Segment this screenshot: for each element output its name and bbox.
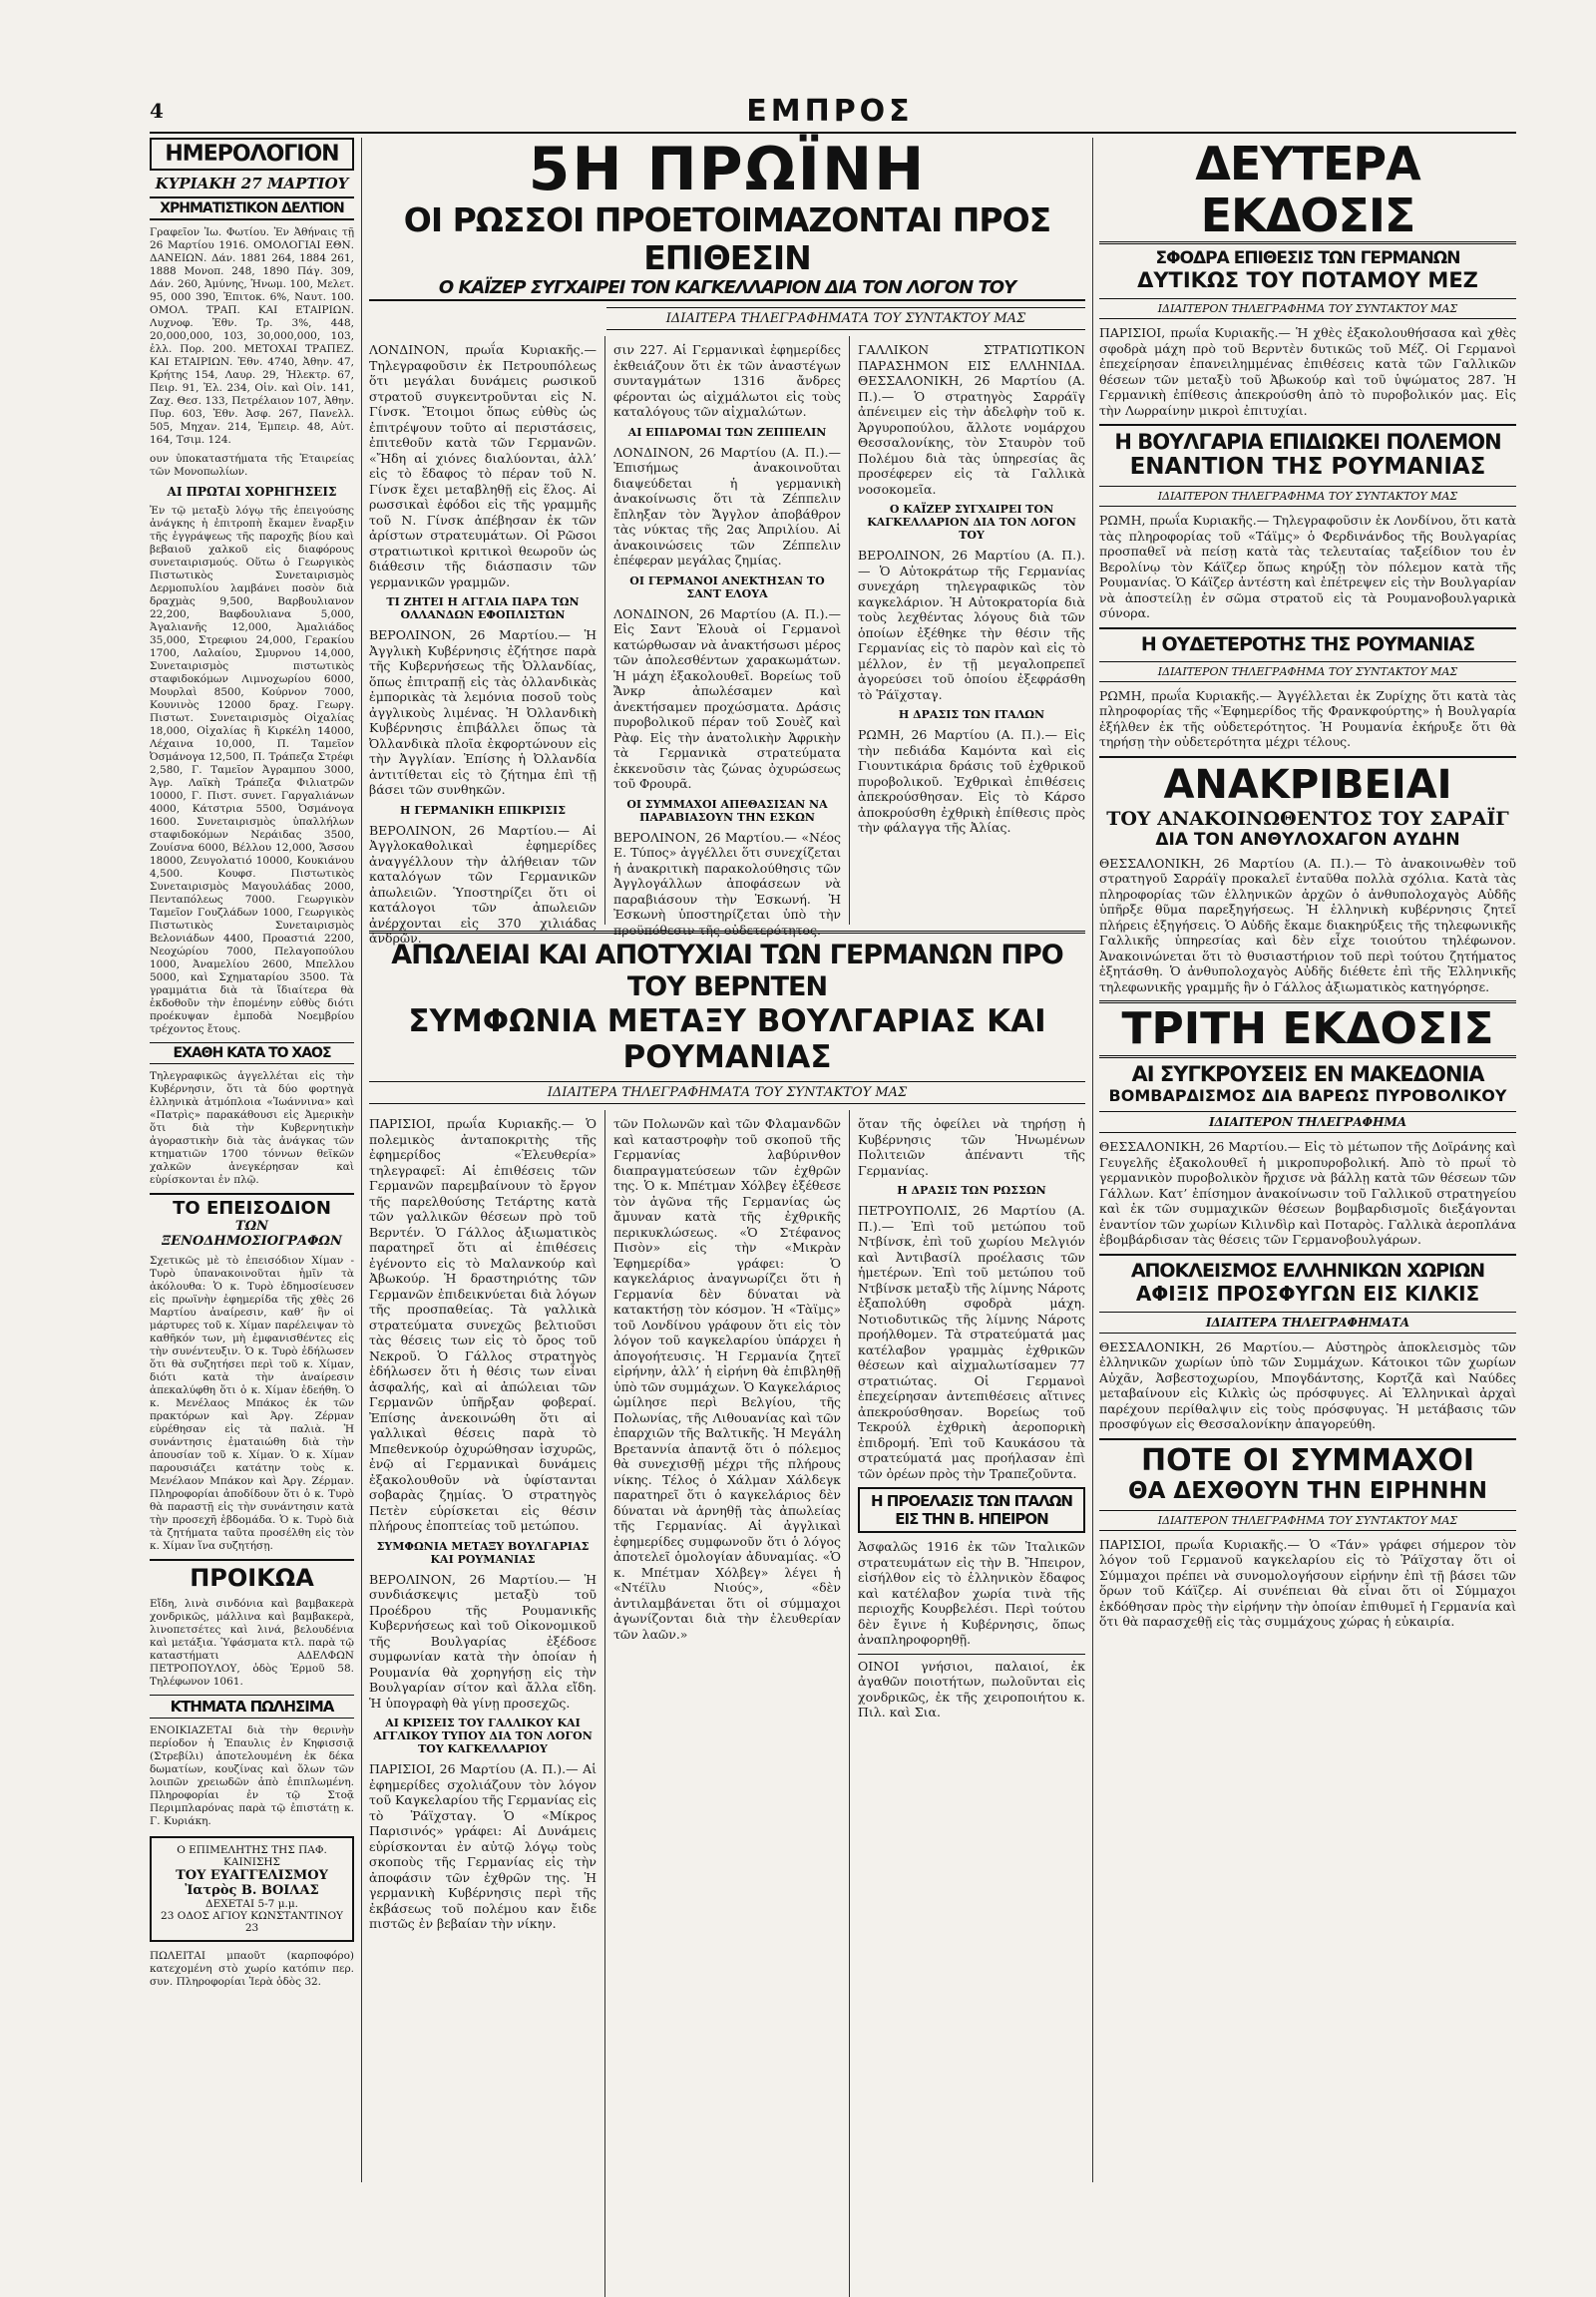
ad-line: 23 ΟΔΟΣ ΑΓΙΟΥ ΚΩΝΣΤΑΝΤΙΝΟΥ 23 <box>161 1910 343 1934</box>
left-column <box>150 138 354 2182</box>
article-text: ΠΕΤΡΟΥΠΟΛΙΣ, 26 Μαρτίου (Α. Π.).— Ἐπὶ τοῦ μετώπου τοῦ Ντβίνσκ, ἐπὶ τοῦ χωρίου Μελγιόν καὶ Ἀντιβασίλ προέλασις τῶν ἡμετέρων. Ἐπὶ τοῦ μετώπου τοῦ Ντβίνσκ μεταξὺ τῆς λίμνης Νάροτς ἐξαπολύθη σφοδρὰ μάχη. Νοτιοδυτικῶς τῆς λίμνης Νάροτς προήλθομεν. Τὰ στρατεύματά μας κατέλαβον γραμμὰς ἐχθρικῶν θέσεων καὶ αἰχμαλωτίσαμεν 77 στρατιώτας. Οἱ Γερμανοὶ ἐπεχείρησαν ἀντεπιθέσεις αἵτινες ἀπεκρούσθησαν. Βορείως τοῦ Τεκρούλ ἐχθρικὴ ἀεροπορικὴ ἐπιδρομή. Ἐπὶ τοῦ Καυκάσου τὰ στρατεύματά μας προήλασαν ἐπὶ τῶν ὀρέων πρὸς τὴν Τραπεζοῦντα. <box>858 1203 1085 1481</box>
section-headline: ΘΑ ΔΕΧΘΟΥΝ ΤΗΝ ΕΙΡΗΝΗΝ <box>1128 1477 1487 1504</box>
main-headline: ΟΙ ΡΩΣΣΟΙ ΠΡΟΕΤΟΙΜΑΖΟΝΤΑΙ ΠΡΟΣ ΕΠΙΘΕΣΙΝ <box>403 200 1051 277</box>
section-headline: ΕΝΑΝΤΙΟΝ ΤΗΣ ΡΟΥΜΑΝΙΑΣ <box>1129 454 1486 480</box>
article-text: ΡΩΜΗ, πρωΐα Κυριακῆς.— Ἀγγέλλεται ἐκ Ζυρίχης ὅτι κατὰ τὰς πληροφορίας τῆς «Ἐφημερίδος τῆς Φρανκφούρτης» ἡ Βουλγαρία ἐξήλθεν ἐκ τῆς οὐδετερότητος. Ἡ Ρουμανία ἐκήρυξε ὅτι θὰ τηρήσῃ τὴν οὐδετερότητα μέχρι τέλους. <box>1099 687 1516 749</box>
article-text: σιν 227. Αἱ Γερμανικαὶ ἐφημερίδες ἐκθειάζουν ὅτι ἐκ τῶν ἀναστέγων συνταγμάτων 1316 ἄνδρες φέρονται ὡς αἰχμάλωτοι εἰς τοὺς καταλόγους τῶν αἰχμαλώτων. <box>613 342 841 419</box>
right-column <box>1099 138 1516 2182</box>
telegram-strip: ΙΔΙΑΙΤΕΡΑ ΤΗΛΕΓΡΑΦΗΜΑΤΑ <box>1099 1312 1516 1334</box>
donations-text: Ἐν τῷ μεταξὺ λόγῳ τῆς ἐπειγούσης ἀνάγκης ἡ ἐπιτροπὴ ἔκαμεν ἔναρξιν τῆς ἐγγράψεως τῆς παροχῆς βίου καὶ βεβαιοῦ χαλκοῦ εἰς διαφόρους συνεταιρισμούς. Οὕτω ὁ Γεωργικὸς Πιστωτικὸς Συνεταιρισμὸς Δερμοπυλίου λαμβάνει ποσὸν διὰ δραχμὰς 9,500, Βαρβουλιανον 22,200, Βαφδουλιανα 5,000, Ἀγαλιανῆς 12,000, Ἀμαλιάδος 35,000, Στρεφιου 24,000, Γερακίου 1700, Λαλαίου, Σμυρνου 14,000, Συνεταιρισμὸς πιστωτικὸς σταφιδοκόμων Λιμνοχωρίου 6000, Μουρλαὶ 8500, Κούρνον 7000, Κουνινὸς 12000 δραχ. Γεωργ. Πιστωτ. Συνεταιρισμὸς Οἰχαλίας 18,000, Οἰχαλίας ἢ Κιρκέλη 14000, Λέχαινα 10,000, Π. Ταμεῖον Ὀσμάνογα 12,500, Π. Τράπεζα Στρέφι 2,580, Γ. Ταμεῖον Ἀγραμπου 3000, Ἀγρ. Λαϊκὴ Τράπεζα Φιλιατρῶν 10000, Γ. Πιστ. συνετ. Γαργαλιάνων 4000, Κάτστρια 5500, Ὀσμάνογα 1600. Συνεταιρισμὸς ὑπαλλήλων σταφιδοκόμων Νεράιδας 3500, Ζουίσνα 6000, Βέλλου 12,000, Ἄσσου 18000, Ζευγολατιό 10000, Κουκιάνου 4,500. Κουφσ. Πιστωτικὸς Συνεταιρισμὸς Μαγουλάδας 2000, Πενταπόλεως 7000. Γεωργικὸν Ταμεῖον Γουζλάδων 1000, Γεωργικὸς Πιστωτικὸς Συνεταιρισμὸς Βελονιάδων 4400, Προαστιά 2200, Νεοχώρίου 7000, Πελαγοπούλου 1000, Ἀναμελίου 2600, Μπελλου 5000, καὶ Σχηματαρίου 3500. Τὰ γραμμάτια διὰ τὰ ἴδιαίτερα θὰ ἐκδοθοῦν τὴν ἐπομένην εὐθὺς διότι προέκυψαν ἐμποδὰ Νοεμβρίου τρέχοντος ἔτους. <box>150 505 354 1035</box>
section-headline: ΠΟΤΕ ΟΙ ΣΥΜΜΑΧΟΙ <box>1099 1438 1516 1478</box>
article-subhead: ΣΥΜΦΩΝΙΑ ΜΕΤΑΞΥ ΒΟΥΛΓΑΡΙΑΣ ΚΑΙ ΡΟΥΜΑΝΙΑΣ <box>376 1539 590 1566</box>
article-text: ΒΕΡΟΛΙΝΟΝ, 26 Μαρτίου.— Ἡ Ἀγγλικὴ Κυβέρνησις ἐζήτησε παρὰ τῆς Κυβερνήσεως τῆς Ὀλλανδίας, ὅπως ἐπιτραπῇ εἰς τὰς ὀλλανδικὰς ἐμπορικὰς τὰ λεμόνια ποσοῦ τοὺς ἀγγλικοὺς λιμένας. Ἡ Ὀλλανδικὴ Κυβέρνησις ἐπιβάλλει ὅπως τὰ Ὀλλανδικὰ πλοῖα ἐκφορτώνουν εἰς τὴν Ἀγγλίαν. Ἐπίσης ἡ Ὀλλανδία ἀντιτίθεται εἰς τὸ ζήτημα ἐπὶ τῇ βάσει τῶν συνθηκῶν. <box>369 627 597 797</box>
article-text: ΡΩΜΗ, 26 Μαρτίου (Α. Π.).— Εἰς τὴν πεδιάδα Καμόντα καὶ εἰς Γιουντικάρια δράσις τοῦ ἐχθρικοῦ πυροβολικοῦ. Ἐχθρικαὶ ἐπιθέσεις ἀπεκρούσθησαν. Εἰς τὸ Κάρσο ἀποκρούσθη ἐχθρικὴ ἐπίθεσις πρὸς τὴν φάλαγγα τῆς Ἀλίας. <box>858 727 1085 835</box>
article-subhead: ΟΙ ΓΕΡΜΑΝΟΙ ΑΝΕΚΤΗΣΑΝ ΤΟ ΣΑΝΤ ΕΛΟΥΑ <box>629 574 825 600</box>
telegram-strip: ΙΔΙΑΙΤΕΡΑ ΤΗΛΕΓΡΑΦΗΜΑΤΑ ΤΟΥ ΣΥΝΤΑΚΤΟΥ ΜΑΣ <box>606 307 1085 330</box>
sale-text: ΠΩΛΕΙΤΑΙ μπαοῦτ (καρποφόρο) κατεχομένη στὸ χωρίο κατόπιν περ. συν. Πληροφορίαι Ἱερὰ ὁδὸς 32. <box>150 1950 354 1988</box>
section-headline: Η ΟΥΔΕΤΕΡΟΤΗΣ ΤΗΣ ΡΟΥΜΑΝΙΑΣ <box>1099 627 1516 655</box>
calendar-date: ΚΥΡΙΑΚΗ 27 ΜΑΡΤΙΟΥ <box>155 175 349 192</box>
center-subcolumn-2 <box>613 336 841 938</box>
article-text: Ἀσφαλῶς 1916 ἐκ τῶν Ἰταλικῶν στρατευμάτων εἰς τὴν Β. Ἤπειρον, εἰσήλθον εἰς τὸ ἑλληνικὸν ἔδαφος καὶ κατέλαβον χωρία τινὰ τῆς περιοχῆς Κουρβελέσι. Περὶ τούτου δὲν ἔγινε ἡ Κυβέρνησις, ὅπως ἀναπληροφορηθῇ. <box>858 1539 1085 1647</box>
third-edition-title: ΤΡΙΤΗ ΕΚΔΟΣΙΣ <box>1099 1000 1516 1058</box>
article-text: ΒΕΡΟΛΙΝΟΝ, 26 Μαρτίου (Α. Π.).— Ὁ Αὐτοκράτωρ τῆς Γερμανίας συνεχάρη τηλεγραφικῶς τὸν καγκελάριον. Ἡ Αὐτοκρατορία διὰ τοὺς λεχθέντας λόγους διὰ τῶν ὁποίων ἐξέθηκε τὴν θέσιν τῆς Γερμανίας εἰς τὸ παρὸν καὶ εἰς τὸ μέλλον, ἐν τῇ μεγαλοπρεπεῖ ἀγορεύσει τοῦ ὁποίου ἐξεφράσθη τὸ Ῥάϊχσταγ. <box>858 548 1085 702</box>
lost-title: ΕΧΑΘΗ ΚΑΤΑ ΤΟ ΧΑΟΣ <box>150 1042 354 1064</box>
article-text: ΒΕΡΟΛΙΝΟΝ, 26 Μαρτίου.— Ἡ συνδιάσκεψις μεταξὺ τοῦ Προέδρου τῆς Ρουμανικῆς Κυβερνήσεως καὶ τοῦ Οἰκονομικοῦ τῆς Βουλγαρίας ἐξέδοσε συμφωνίαν κατὰ τὴν ὁποίαν ἡ Ρουμανία θὰ χορηγήσῃ εἰς τὴν Βουλγαρίαν σίτον καὶ ἄλλα εἴδη. Ἡ ὑπογραφὴ θὰ γίνῃ προσεχῶς. <box>369 1571 597 1711</box>
article-subhead: Ο ΚΑΪΖΕΡ ΣΥΓΧΑΙΡΕΙ ΤΟΝ ΚΑΓΚΕΛΛΑΡΙΟΝ ΔΙΑ ΤΟΝ ΛΟΓΟΝ ΤΟΥ <box>867 503 1076 542</box>
donations-title: ΑΙ ΠΡΩΤΑΙ ΧΟΡΗΓΗΣΕΙΣ <box>167 485 337 499</box>
episode-title: ΤΟ ΕΠΕΙΣΟΔΙΟΝ <box>150 1193 354 1219</box>
monopoly-text: ουν ὑποκαταστήματα τῆς Ἑταιρείας τῶν Μονοπωλίων. <box>150 453 354 478</box>
section-headline: ΣΦΟΔΡΑ ΕΠΙΘΕΣΙΣ ΤΩΝ ΓΕΡΜΑΝΩΝ <box>1155 248 1460 268</box>
article-text: ΛΟΝΔΙΝΟΝ, 26 Μαρτίου (Α. Π.).— Εἰς Σαντ Ἐλουὰ οἱ Γερμανοὶ κατώρθωσαν νὰ ἀνακτήσωσι μέρος τῶν ἀπολεσθέντων χαρακωμάτων. Ἡ μάχη ἐξακολουθεῖ. Βορείως τοῦ Ἄνκρ ἀπωλέσαμεν καὶ ἀνεκτήσαμεν προχώσματα. Δράσις πυροβολικοῦ πέραν τοῦ Σουὲζ καὶ Ρὰφ. Εἰς τὴν ἀνατολικὴν Ἀφρικὴν τὰ Γερμανικὰ στρατεύματα ἐκκενοῦσιν τὰς ζώνας ὀχυρώσεως τοῦ Φρουρᾶ. <box>613 605 841 791</box>
article-text: ΠΑΡΙΣΙΟΙ, πρωΐα Κυριακῆς.— Ὁ πολεμικὸς ἀνταποκριτὴς τῆς ἐφημερίδος «Ἐλευθερία» τηλεγραφεῖ: Αἱ ἐπιθέσεις τῶν Γερμανῶν παρεμβαίνουν τὸ ἔργον τῆς παρελθούσης Τετάρτης κατὰ τῶν γαλλικῶν θέσεων πρὸ τοῦ Βερντέν. Ὁ Γάλλος ἀξιωματικὸς παρατηρεῖ ὅτι αἱ ἐπιθέσεις ἐγένοντο εἰς τὸ Μαλανκούρ καὶ Ἀβωκούρ. Ἡ δραστηριότης τῶν Γερμανῶν ἐπιδεικνύεται διὰ λόγων τῆς προσπαθείας. Τὰ γαλλικὰ στρατεύματα συνεχῶς βελτιοῦσι τὰς θέσεις των εἰς τὸ ὄρος τοῦ Νεκροῦ. Ὁ Γάλλος στρατηγὸς ἐδήλωσεν ὅτι ἡ θέσις των εἶναι ἀσφαλής, καὶ αἱ ἀπώλειαι τῶν Γερμανῶν ὑπῆρξαν φοβεραί. Ἐπίσης ἀνεκοινώθη ὅτι αἱ γαλλικαὶ θέσεις παρὰ τὸ Μπεθενκούρ ὀχυρώθησαν ἰσχυρῶς, ἐνῷ αἱ Γερμανικαὶ δυνάμεις ἐξακολουθοῦν νὰ ὑφίστανται σοβαρὰς ζημίας. Ὁ στρατηγὸς Πετὲν εὑρίσκεται εἰς θέσιν πλήρους ἐποπτείας τοῦ μετώπου. <box>369 1116 597 1533</box>
edition-headline: 5Η ΠΡΩΪΝΗ <box>528 135 927 204</box>
episode-subtitle: ΤΩΝ ΞΕΝΟΔΗΜΟΣΙΟΓΡΑΦΩΝ <box>162 1219 342 1249</box>
article-text: ΘΕΣΣΑΛΟΝΙΚΗ, 26 Μαρτίου.— Αὐστηρὸς ἀποκλεισμὸς τῶν ἐλληνικῶν χωρίων ὑπὸ τῶν Συμμάχων. Κάτοικοι τῶν χωρίων Αὐχᾶν, Ἀσβεστοχωρίου, Μπογδάντσης, Κορτζᾶ καὶ Ναύδες μεταβαίνουν εἰς Κιλκὶς ὡς πρόσφυγες. Αἱ Ἑλληνικαὶ ἀρχαὶ παρέχουν περίθαλψιν εἰς τοὺς πρόσφυγας. Ἡ μετάβασις τῶν προσφύγων εἰς Θεσσαλονίκην ἀπαγορεύθη. <box>1099 1339 1516 1431</box>
article-subhead: Η ΔΡΑΣΙΣ ΤΩΝ ΡΩΣΣΩΝ <box>897 1184 1046 1197</box>
second-edition-title: ΔΕΥΤΕΡΑ ΕΚΔΟΣΙΣ <box>1099 138 1516 244</box>
article-text: ΡΩΜΗ, πρωΐα Κυριακῆς.— Τηλεγραφοῦσιν ἐκ Λονδίνου, ὅτι κατὰ τὰς πληροφορίας τοῦ «Τάϊμς» ὁ Φερδινάνδος τῆς Βουλγαρίας προσπαθεῖ νὰ πείσῃ κατὰ τὰς τελευταίας ταξείδιον του ἐν Βερολίνῳ τὸν Κάϊζερ ὅπως κηρύξῃ τὸν πόλεμον κατὰ τῆς Ρουμανίας. Ὁ Κάϊζερ ἀντέστη καὶ ἐπέτρεψεν εἰς τὴν Βουλγαρίαν νὰ ἀποστείλῃ ἐν σῶμα στρατοῦ εἰς τὰ Ρουμανοβουλγαρικὰ σύνορα. <box>1099 513 1516 620</box>
telegram-strip: ΙΔΙΑΙΤΕΡΟΝ ΤΗΛΕΓΡΑΦΗΜΑ ΤΟΥ ΣΥΝΤΑΚΤΟΥ ΜΑΣ <box>1099 486 1516 507</box>
telegram-strip: ΙΔΙΑΙΤΕΡΟΝ ΤΗΛΕΓΡΑΦΗΜΑ ΤΟΥ ΣΥΝΤΑΚΤΟΥ ΜΑΣ <box>1099 298 1516 319</box>
article-text: ΛΟΝΔΙΝΟΝ, πρωΐα Κυριακῆς.— Τηλεγραφοῦσιν ἐκ Πετρουπόλεως ὅτι μεγάλαι δυνάμεις ρωσικοῦ στρατοῦ συγκεντροῦνται εἰς Ν. Γίνσκ. Ἔτοιμοι ὅπως εὐθὺς ὡς ἐπιτρέψουν τοῦτο αἱ περιστάσεις, ἐπιτεθοῦν κατὰ τῶν Γερμανῶν. «Ἤδη αἱ χιόνες διαλύονται, ἀλλ’ εἰς τὸ ἔδαφος τὸ πέραν τοῦ Ν. Γίνσκ ἔχει μεταβληθῇ εἰς ἕλος. Αἱ ρωσσικαὶ ἐφόδοι εἰς τῆς γραμμῆς τοῦ Ν. Γίνσκ ἀπέβησαν ἐκ τῶν ἀρίστων στρατευμάτων. Οἱ Ρῶσοι στρατιωτικοὶ κριτικοὶ θεωροῦν ὡς διάθεσιν τῆς διάσπασιν τῶν γερμανικῶν γραμμῶν. <box>369 342 597 589</box>
article-text: ΘΕΣΣΑΛΟΝΙΚΗ, 26 Μαρτίου.— Εἰς τὸ μέτωπον τῆς Δοϊράνης καὶ Γευγελῆς ἐξακολουθεῖ ἡ μικροπυροβολική. Ἀπὸ τὸ πρωΐ τὸ γερμανικὸν πυροβολικὸν ἤρχισε νὰ βάλλῃ κατὰ τῶν θέσεων τῶν Γάλλων. Κατ’ ἐπίσημον ἀνακοίνωσιν τοῦ Γαλλικοῦ στρατηγείου καὶ ἐκ τῶν συμμαχικῶν θέσεων βομβαρδισμοῖς διεξάγονται ἐναντίον τῶν χωρίων Κιλινδὶρ καὶ Ποταρὸς. Γαλλικὰ ἀεροπλάνα ἐβομβάρδισαν τὰς θέσεις τῶν Γερμανοβουλγάρων. <box>1099 1139 1516 1247</box>
article-text: ΒΕΡΟΛΙΝΟΝ, 26 Μαρτίου.— «Νέος Ε. Τύπος» ἀγγέλλει ὅτι συνεχίζεται ἡ ἀνακριτικὴ παρακολούθησις τῶν Ἀγγλογάλλων ἀποφάσεων νὰ παραβιάσουν τὴν Ἑσκωνή. Ἡ Ἐσκωνὴ ὑποστηρίζεται ὑπὸ τὴν προϋπόθεσιν τῆς οὐδετερότητος. <box>613 829 841 938</box>
article-subhead: ΤΙ ΖΗΤΕΙ Η ΑΓΓΛΙΑ ΠΑΡΑ ΤΩΝ ΟΛΛΑΝΔΩΝ ΕΦΟΠΛΙΣΤΩΝ <box>386 595 580 621</box>
article-text: ΒΕΡΟΛΙΝΟΝ, 26 Μαρτίου.— Αἱ Ἀγγλοκαθολικαὶ ἐφημερίδες ἀναγγέλλουν τὴν ἀλήθειαν τῶν καταλόγων τῶν Γερμανικῶν ἀπωλειῶν. Ὑποστηρίζει ὅτι οἱ κατάλογοι τῶν ἀπωλειῶν ἀνέρχονται εἰς 370 χιλιάδας ἀνδρῶν. <box>369 822 597 946</box>
article-subhead: ΑΙ ΕΠΙΔΡΟΜΑΙ ΤΩΝ ΖΕΠΠΕΛΙΝ <box>627 425 827 439</box>
dowry-title: ΠΡΟΙΚΩΑ <box>150 1559 354 1592</box>
wine-ad-text: ΟΙΝΟΙ γνήσιοι, παλαιοί, ἐκ ἀγαθῶν ποιοτήτων, πωλοῦνται εἰς χονδρικῶς, ἐκ τῆς χειροποιήτου κ. Πιλ. καὶ Σια. <box>858 1654 1085 1721</box>
dowry-text: Εἴδη, λινὰ σινδόνια καὶ βαμβακερὰ χονδρικῶς, μάλλινα καὶ βαμβακερὰ, λινοπετσέτες καὶ λινά, βελουδένια καὶ μετάξια. Ὑφάσματα κτλ. παρὰ τῷ καταστήματι ΑΔΕΛΦΩΝ ΠΕΤΡΟΠΟΥΛΟΥ, ὁδὸς Ἑρμοῦ 58. Τηλέφωνον 1061. <box>150 1598 354 1688</box>
center-column <box>369 135 1085 2182</box>
article-subhead: ΟΙ ΣΥΜΜΑΧΟΙ ΑΠΕΘΑΣΙΣΑΝ ΝΑ ΠΑΡΑΒΙΑΣΟΥΝ ΤΗΝ ΕΣΚΩΝ <box>626 797 828 824</box>
article-text: ΠΑΡΙΣΙΟΙ, πρωΐα Κυριακῆς.— Ὁ «Τάν» γράφει σήμερον τὸν λόγον τοῦ Γερμανοῦ καγκελαρίου εἰς τὸ Ῥάϊχσταγ ὅτι οἱ Σύμμαχοι πρέπει νὰ συνομολογήσουν εἰρήνην ἐπὶ τῇ βάσει τῶν ὅρων τοῦ Κάϊζερ. Αἱ συνέπειαι θὰ εἶναι ὅτι οἱ Σύμμαχοι ἐκδόθησαν πρὸς τὴν εἰρήνην τὴν ὁποίαν ἐπιθυμεῖ ἡ Γερμανία καὶ ὅτι θὰ παρασχεθῇ εἰς τὰς συμμάχους χώρας ἡ εὐκαιρία. <box>1099 1536 1516 1629</box>
center-subcolumn-6 <box>858 1110 1085 2297</box>
article-text: ΘΕΣΣΑΛΟΝΙΚΗ, 26 Μαρτίου (Α. Π.).— Τὸ ἀνακοινωθὲν τοῦ στρατηγοῦ Σαρράϊγ προκαλεῖ ἐνταῦθα πολλὰ σχόλια. Κατὰ τὰς πληροφορίας τῶν ἑλληνικῶν ἀρχῶν ὁ ἀνθυπολοχαγὸς Αὐδῆς ὑπῆρξε θῦμα παρεξηγήσεως. Ἡ ἑλληνικὴ κυβέρνησις ζητεῖ πλήρεις ἐξηγήσεις. Ὁ Αὐδῆς ἔκαμε διακηρύξεις τῆς τηλεφωνικῆς Γαλλικῆς ὑπηρεσίας καὶ δὲν εἶχε τοιούτου τηλέφωνον. Ἀνακοινώνεται ὅτι τὸ θυσιαστήριον τοῦ περὶ τούτου ζητήματος ἐξητάσθη. Ὁ ἀνθυπολοχαγὸς Αὐδῆς διέθετε ἐπὶ τῆς Ἑλληνικῆς τηλεφωνικῆς γραμμῆς ἣν ὁ Γάλλος ἀξιωματικὸς κατηγόρησε. <box>1099 855 1516 994</box>
section-headline: ΔΙΑ ΤΟΝ ΑΝΘΥΛΟΧΑΓΟΝ ΑΥΔΗΝ <box>1155 829 1460 850</box>
section-headline: Η ΒΟΥΛΓΑΡΙΑ ΕΠΙΔΙΩΚΕΙ ΠΟΛΕΜΟΝ <box>1099 424 1516 454</box>
telegram-strip: ΙΔΙΑΙΤΕΡΟΝ ΤΗΛΕΓΡΑΦΗΜΑ ΤΟΥ ΣΥΝΤΑΚΤΟΥ ΜΑΣ <box>1099 661 1516 682</box>
ad-line: ΤΟΥ ΕΥΑΓΓΕΛΙΣΜΟΥ <box>176 1868 328 1883</box>
section-headline: ΑΝΑΚΡΙΒΕΙΑΙ <box>1099 756 1516 808</box>
center-subcolumn-1 <box>369 336 597 946</box>
masthead <box>150 93 1516 129</box>
doctor-ad <box>150 1836 354 1942</box>
article-subhead: Η ΓΕΡΜΑΝΙΚΗ ΕΠΙΚΡΙΣΙΣ <box>400 803 566 817</box>
section-headline: ΑΙ ΣΥΓΚΡΟΥΣΕΙΣ ΕΝ ΜΑΚΕΔΟΝΙΑ <box>1131 1062 1484 1086</box>
article-subhead: Η ΠΡΟΕΛΑΣΙΣ ΤΩΝ ΙΤΑΛΩΝ ΕΙΣ ΤΗΝ Β. ΗΠΕΙΡΟΝ <box>858 1487 1085 1533</box>
center-subcolumn-5 <box>613 1110 841 2297</box>
telegram-strip: ΙΔΙΑΙΤΕΡΑ ΤΗΛΕΓΡΑΦΗΜΑΤΑ ΤΟΥ ΣΥΝΤΑΚΤΟΥ ΜΑΣ <box>369 1081 1085 1104</box>
masthead-rule <box>150 132 1516 134</box>
page-number: 4 <box>150 99 164 123</box>
article-text: ΛΟΝΔΙΝΟΝ, 26 Μαρτίου (Α. Π.).— Ἐπισήμως ἀνακοινοῦται διαψεύδεται ἡ γερμανικὴ ἀνακοίνωσις ὅτι τὰ Ζέππελιν ἔπληξαν τὸν Ἄγγλον ἀποβάθρον τὰς νύκτας τῆς 2ας Ἀπριλίου. Αἱ ἀνακοινώσεις τῶν Ζέππελιν ἐπέφεραν μεγάλας ζημίας. <box>613 444 841 568</box>
secondary-headline: Ο ΚΑΪΖΕΡ ΣΥΓΧΑΙΡΕΙ ΤΟΝ ΚΑΓΚΕΛΛΑΡΙΟΝ ΔΙΑ ΤΟΝ ΛΟΓΟΝ ΤΟΥ <box>369 277 1085 301</box>
section-headline: ΤΟΥ ΑΝΑΚΟΙΝΩΘΕΝΤΟΣ ΤΟΥ ΣΑΡΑΪΓ <box>1106 807 1509 830</box>
article-text: ὅταν τῆς ὀφείλει νὰ τηρήσῃ ἡ Κυβέρνησις τῶν Ἡνωμένων Πολιτειῶν ἀπέναντι τῆς Γερμανίας. <box>858 1116 1085 1178</box>
estate-title: ΚΤΗΜΑΤΑ ΠΩΛΗΣΙΜΑ <box>150 1695 354 1719</box>
lost-text: Τηλεγραφικῶς ἀγγελλέται εἰς τὴν Κυβέρνησιν, ὅτι τὰ δύο φορτηγὰ ἑλληνικὰ ἀτμόπλοια «Ἰωάννινα» καὶ «Πατρὶς» παρακάθουσι εἰς Ἀμερικὴν ὅτι διὰ τὴν Κυβερνητικὴν ἀγοραστικὴν διὰ τὰς ἀνάγκας τῶν κτηματιῶν 1700 τόννων θεϊκῶν χαλκῶν ἀνεγκέρησαν καὶ εὑρίσκονται ἐν πλῷ. <box>150 1070 354 1186</box>
section-headline: ΒΟΜΒΑΡΔΙΣΜΟΣ ΔΙΑ ΒΑΡΕΩΣ ΠΥΡΟΒΟΛΙΚΟΥ <box>1108 1086 1507 1105</box>
section-headline: ΔΥΤΙΚΩΣ ΤΟΥ ΠΟΤΑΜΟΥ ΜΕΖ <box>1137 268 1478 292</box>
banner-headline: ΑΠΩΛΕΙΑΙ ΚΑΙ ΑΠΟΤΥΧΙΑΙ ΤΩΝ ΓΕΡΜΑΝΩΝ ΠΡΟ ΤΟΥ ΒΕΡΝΤΕΝ <box>391 940 1063 1002</box>
center-subcolumn-4 <box>369 1110 597 2297</box>
article-subhead: Η ΔΡΑΣΙΣ ΤΩΝ ΙΤΑΛΩΝ <box>898 708 1045 721</box>
market-title: ΧΡΗΜΑΤΙΣΤΙΚΟΝ ΔΕΛΤΙΟΝ <box>150 196 354 220</box>
article-text: ΠΑΡΙΣΙΟΙ, 26 Μαρτίου (Α. Π.).— Αἱ ἐφημερίδες σχολιάζουν τὸν λόγον τοῦ Καγκελαρίου τῆς Γερμανίας εἰς τὸ Ῥάϊχσταγ. Ὁ «Μίκρος Παρισινός» γράφει: Αἱ Δυνάμεις εὑρίσκονται ἐν αὐτῷ λόγῳ τοὺς σκοποὺς τῆς Γερμανίας εἰς τὴν ἀποφάσιν τῶν ἐχθρῶν της. Ἡ γερμανικὴ Κυβέρνησις περὶ τῆς ἐκβάσεως τοῦ πολέμου καν ἔιδε πιστῶς ἐν βεβαίαν τὴν νίκην. <box>369 1761 597 1931</box>
ad-line: Ἰατρὸς Β. ΒΟΙΛΑΣ <box>185 1883 319 1898</box>
paper-name: ΕΜΠΡΟΣ <box>746 93 914 129</box>
section-headline: ΑΦΙΞΙΣ ΠΡΟΣΦΥΓΩΝ ΕΙΣ ΚΙΛΚΙΣ <box>1135 1281 1480 1306</box>
telegram-strip: ΙΔΙΑΙΤΕΡΟΝ ΤΗΛΕΓΡΑΦΗΜΑ ΤΟΥ ΣΥΝΤΑΚΤΟΥ ΜΑΣ <box>1099 1510 1516 1531</box>
calendar-title: ΗΜΕΡΟΛΟΓΙΟΝ <box>150 138 354 171</box>
estate-text: ΕΝΟΙΚΙΑΖΕΤΑΙ διὰ τὴν θερινὴν περίοδον ἡ Ἐπαυλις ἐν Κηφισσιᾷ (Στρεβίλι) ἀποτελουμένη ἐκ δέκα δωματίων, κουζίνας καὶ ὅλων τῶν λοιπῶν χρειωδῶν ἀπὸ ἐπιπλωμένη. Πληροφορίαι ἐν τῷ Στοᾷ Περιμπλαρόνας παρὰ τῷ ἐπιστάτῃ κ. Γ. Κυριάκη. <box>150 1724 354 1827</box>
banner-headline: ΣΥΜΦΩΝΙΑ ΜΕΤΑΞΥ ΒΟΥΛΓΑΡΙΑΣ ΚΑΙ ΡΟΥΜΑΝΙΑΣ <box>408 1003 1046 1075</box>
article-subhead: ΑΙ ΚΡΙΣΕΙΣ ΤΟΥ ΓΑΛΛΙΚΟΥ ΚΑΙ ΑΓΓΛΙΚΟΥ ΤΥΠΟΥ ΔΙΑ ΤΟΝ ΛΟΓΟΝ ΤΟΥ ΚΑΓΚΕΛΛΑΡΙΟΥ <box>373 1717 593 1755</box>
episode-text: Σχετικῶς μὲ τὸ ἐπεισόδιον Χίμαν - Τυρὸ ὑπανακοινοῦται ἡμῖν τὰ ἀκόλουθα: Ὁ κ. Τυρὸ ἐδημοσίευσεν εἰς πρωϊνὴν ἐφημερίδα τῆς χθὲς 26 Μαρτίου ἀναίρεσιν, καθ’ ἣν οἱ μάρτυρες τοῦ κ. Χίμαν παρέλειψαν τὸ καθῆκόν των, μὴ ἐμφανισθέντες εἰς τὴν συνέντευξιν. Ὁ κ. Τυρὸ ἐδήλωσεν ὅτι θὰ συζητήσει περὶ τοῦ κ. Χίμαν, διότι κατὰ τὴν ἀναίρεσιν ἀπεκαλύφθη ὅτι ὁ κ. Χίμαν ἐδεήθη. Ὁ κ. Μενέλαος Μπάκος ἐκ τῶν πρακτόρων καὶ Ἀργ. Ζέρμαν εὑρέθησαν εἰς τὰ παλιὰ. Ἡ συνάντησις ἐματαιώθη διὰ τὴν ἀπουσίαν τοῦ κ. Χίμαν. Ὁ κ. Χίμαν παρουσιάζει κατάτην τοὺς κ. Μενέλαον Μπάκον καὶ Ἀργ. Ζέρμαν. Πληροφορίαι ἀποδίδουν ὅτι ὁ κ. Τυρὸ θὰ παραστῇ εἰς τὴν συνάντησιν κατὰ τὴν προσεχῆ ἑβδομάδα. Ὁ κ. Τυρὸ διὰ τὰ ζητήματα ταῦτα προσέλθη εἰς τὸν κ. Χίμαν ἵνα συζητήσῃ. <box>150 1255 354 1552</box>
ad-line: Ο ΕΠΙΜΕΛΗΤΗΣ ΤΗΣ ΠΑΦ. ΚΑΙΝΙΣΗΣ <box>177 1844 327 1868</box>
article-text: ΓΑΛΛΙΚΟΝ ΣΤΡΑΤΙΩΤΙΚΟΝ ΠΑΡΑΣΗΜΟΝ ΕΙΣ ΕΛΛΗΝΙΔΑ. ΘΕΣΣΑΛΟΝΙΚΗ, 26 Μαρτίου (Α. Π.).— Ὁ στρατηγὸς Σαρράϊγ ἀπένειμεν εἰς τὴν ἀδελφὴν τοῦ κ. Ἀργυροπούλου, ἄλλοτε νομάρχου Θεσσαλονίκης, τὸν Σταυρὸν τοῦ Πολέμου διὰ τὰς ὑπηρεσίας ἃς προσέφερεν εἰς τὰ Γαλλικὰ νοσοκομεῖα. <box>858 342 1085 497</box>
article-text: τῶν Πολωνῶν καὶ τῶν Φλαμανδῶν καὶ καταστροφὴν τοῦ σκοποῦ τῆς Γερμανίας λαβύρινθον διαπραγματεύσεων τῶν ἐχθρῶν της. Ὁ κ. Μπέτμαν Χόλβεγ ἐξέθεσε τὸν ἀγῶνα τῆς Γερμανίας ὡς ἄμυναν κατὰ τῆς ἐχθρικῆς περικυκλώσεως. «Ὁ Στέφανος Πισὸν» εἰς τὴν «Μικρὰν Ἐφημερίδα» γράφει: Ὁ καγκελάριος ἀναγνωρίζει ὅτι ἡ Γερμανία δὲν δύναται νὰ κατακτήσῃ τὸν κόσμον. Ἡ «Τὰϊμς» τοῦ Λονδίνου γράφουν ὅτι εἰς τὸν λόγον τοῦ καγκελαρίου ὑπάρχει ἡ ἀπογοήτευσις. Ἡ Γερμανία ζητεῖ εἰρήνην, ἀλλ’ ἡ εἰρήνη θὰ ἐπιβληθῇ ὑπὸ τῶν συμμάχων. Ὁ Καγκελάριος ὡμίλησε περὶ Βελγίου, τῆς Πολωνίας, τῆς Λιθουανίας καὶ τῶν ἐπαρχιῶν τῆς Βαλτικῆς. Ἡ Μεγάλη Βρεταννία ἀπαντᾷ ὅτι ὁ πόλεμος θὰ συνεχισθῇ μέχρι τῆς πλήρους νίκης. Τέλος ὁ Χάλμαν Χάλδεγκ παρατηρεῖ ὅτι ὁ καγκελάριος δὲν δύναται νὰ ἀρνηθῇ τὰς ἀπωλείας τῆς Γερμανίας. Αἱ ἀγγλικαὶ ἐφημερίδες συμφωνοῦν ὅτι ὁ λόγος ἀποτελεῖ ὁμολογίαν ἀδυναμίας. «Ὁ κ. Μπέτμαν Χόλβεγ» λέγει ἡ «Ντέϊλυ Νιούς», «δὲν ἀντιλαμβάνεται ὅτι οἱ σύμμαχοι ἀγωνίζονται διὰ τὴν ἐλευθερίαν τῶν λαῶν.» <box>613 1116 841 1642</box>
column-divider <box>361 138 362 2182</box>
center-subcolumn-3 <box>858 336 1085 925</box>
column-divider <box>1092 138 1093 2182</box>
ad-line: ΔΕΧΕΤΑΙ 5-7 μ.μ. <box>204 1898 299 1910</box>
section-headline: ΑΠΟΚΛΕΙΣΜΟΣ ΕΛΛΗΝΙΚΩΝ ΧΩΡΙΩΝ <box>1099 1254 1516 1282</box>
article-text: ΠΑΡΙΣΙΟΙ, πρωΐα Κυριακῆς.— Ἡ χθὲς ἐξακολουθήσασα καὶ χθὲς σφοδρὰ μάχη πρὸ τοῦ Βερντὲν δυτικῶς τοῦ Μέζ. Οἱ Γερμανοὶ ἐπεχείρησαν ἐπανειλημμένας ἐπιθέσεις κατὰ τῶν Γαλλικῶν θέσεων τῶν μεταξὺ τοῦ Ἀβωκούρ καὶ τοῦ ὑψώματος 287. Ἡ Γερμανικὴ ἐπίθεσις ἀπεκρούσθη ἀπὸ τὸ πυροβολικόν μας. Εἰς τὴν Λωρραίνην μικροὶ ἐπιτυχίαι. <box>1099 325 1516 418</box>
telegram-strip: ΙΔΙΑΙΤΕΡΟΝ ΤΗΛΕΓΡΑΦΗΜΑ <box>1099 1111 1516 1133</box>
market-text: Γραφεῖον Ἰω. Φωτίου. Ἐν Ἀθήναις τῇ 26 Μαρτίου 1916. ΟΜΟΛΟΓΙΑΙ ΕΘΝ. ΔΑΝΕΙΩΝ. Δάν. 1881 264, 1884 261, 1888 Μονοπ. 248, 1890 Πάγ. 309, Δάν. 260, Ἀμύνης, Ἠνωμ. 100, Μελετ. 95, 000 390, Ἐπιτοκ. 6%, Ναυτ. 100. ΟΜΟΛ. ΤΡΑΠ. ΚΑΙ ΕΤΑΙΡΙΩΝ. Λυχνοφ. Ἐθν. Τρ. 3%, 448, 20,000,000, 103, 30,000,000, 103, ἐλλ. Πορ. 200. ΜΕΤΟΧΑΙ ΤΡΑΠΕΖ. ΚΑΙ ΕΤΑΙΡΙΩΝ. Ἐθν. 4740, Ἀθην. 47, Κρήτης 154, Λαυρ. 29, Ἠλεκτρ. 67, Πειρ. 91, Ἐλ. 234, Οἰν. καὶ Οἰν. 141, Ζαχ. Θεσ. 133, Πετρέλαιον 107, Ἀθην. Πυρ. 603, Ἐθν. Ἀσφ. 267, Πανελλ. 505, Μηχαν. 214, Ἐμπειρ. 48, Αὐτ. 164, Τσιμ. 124. <box>150 226 354 446</box>
